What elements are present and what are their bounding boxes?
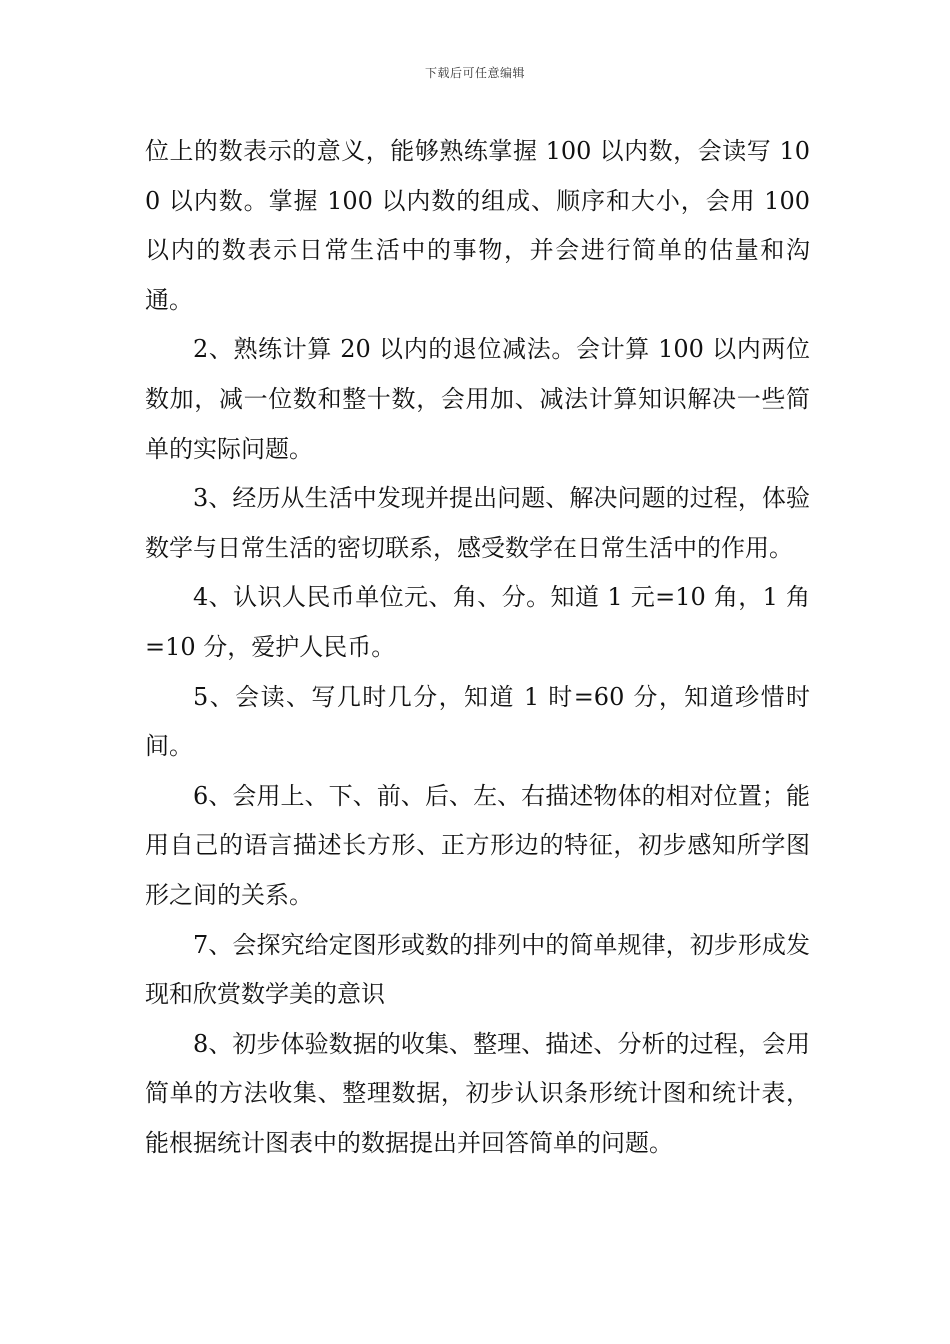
paragraph-item-8: 8、初步体验数据的收集、整理、描述、分析的过程，会用简单的方法收集、整理数据，初步认识条形统计图和统计表，能根据统计图表中的数据提出并回答简单的问题。 [145, 1029, 810, 1157]
page-header: 下载后可任意编辑 [424, 66, 525, 80]
document-body [145, 127, 810, 1168]
paragraph-item-5: 5、会读、写几时几分，知道 1 时=60 分，知道珍惜时间。 [145, 682, 810, 761]
paragraph-item-7: 7、会探究给定图形或数的排列中的简单规律，初步形成发现和欣赏数学美的意识 [145, 930, 810, 1009]
paragraph-item-2: 2、熟练计算 20 以内的退位减法。会计算 100 以内两位数加，减一位数和整十数，会用加、减法计算知识解决一些简单的实际问题。 [145, 335, 810, 463]
paragraph-item-6: 6、会用上、下、前、后、左、右描述物体的相对位置；能用自己的语言描述长方形、正方形边的特征，初步感知所学图形之间的关系。 [145, 781, 810, 909]
paragraph-continuation: 位上的数表示的意义，能够熟练掌握 100 以内数，会读写 100 以内数。掌握 100 以内数的组成、顺序和大小，会用 100 以内的数表示日常生活中的事物，并会进行简单的估量和沟通。 [145, 137, 810, 314]
paragraph-item-3: 3、经历从生活中发现并提出问题、解决问题的过程，体验数学与日常生活的密切联系，感受数学在日常生活中的作用。 [145, 484, 810, 562]
paragraph-item-4: 4、认识人民币单位元、角、分。知道 1 元=10 角，1 角=10 分，爱护人民币。 [145, 583, 810, 661]
